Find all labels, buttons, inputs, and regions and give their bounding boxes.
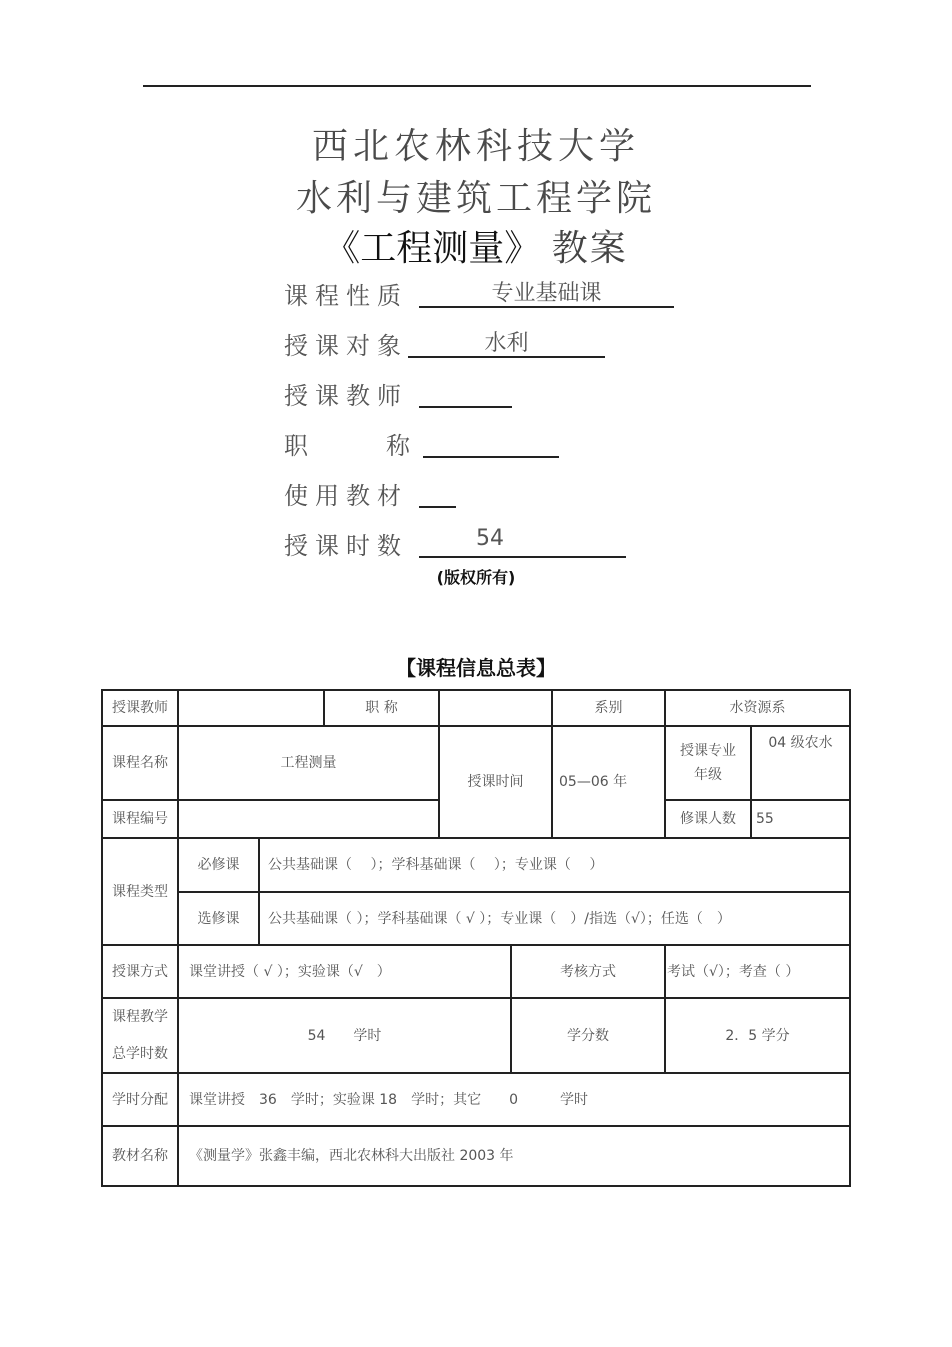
field-textbook-label: 使用教材 bbox=[284, 482, 408, 510]
cell-time-label: 授课时间 bbox=[467, 774, 524, 790]
field-textbook bbox=[284, 476, 684, 512]
cell-major-label-line1: 授课专业 bbox=[680, 743, 736, 759]
cell-total-hours-label-line2: 总学时数 bbox=[112, 1045, 168, 1062]
cell-credits-value: 2．5 学分 bbox=[725, 1027, 790, 1044]
field-audience-value: 水利 bbox=[408, 326, 605, 358]
cell-position-label: 职 称 bbox=[365, 700, 398, 716]
field-nature-value: 专业基础课 bbox=[419, 276, 674, 308]
table-line bbox=[258, 837, 260, 946]
field-title-label: 职 称 bbox=[284, 432, 420, 460]
cell-required-value: 公共基础课（ ）；学科基础课（ ）；专业课（ ） bbox=[268, 857, 604, 873]
copyright-note: (版权所有) bbox=[436, 568, 516, 587]
university-name: 西北农林科技大学 bbox=[311, 126, 640, 167]
cell-course-code-label: 课程编号 bbox=[112, 811, 168, 827]
top-rule bbox=[143, 85, 811, 87]
cell-time-value: 05—06 年 bbox=[559, 774, 628, 790]
cell-dept-value: 水资源系 bbox=[729, 700, 786, 716]
cell-teacher-label: 授课教师 bbox=[112, 700, 168, 716]
field-hours-number: 54 bbox=[476, 526, 504, 551]
document-title bbox=[0, 220, 952, 271]
field-hours-value bbox=[419, 526, 626, 558]
cell-exam-label: 考核方式 bbox=[560, 963, 616, 980]
field-nature bbox=[284, 276, 684, 312]
cell-teacher-value bbox=[179, 691, 323, 725]
course-title: 《工程测量》 bbox=[324, 228, 541, 269]
table-line bbox=[101, 1185, 851, 1187]
cell-hours-dist-value: 课堂讲授 36 学时；实验课 18 学时；其它 0 学时 bbox=[189, 1091, 588, 1108]
cell-students-label: 修课人数 bbox=[680, 811, 736, 827]
cell-credits-label: 学分数 bbox=[567, 1027, 609, 1044]
field-title-value bbox=[423, 426, 559, 458]
cell-total-hours-label-line1: 课程教学 bbox=[112, 1009, 168, 1026]
field-textbook-value bbox=[419, 476, 456, 508]
field-hours-label: 授课时数 bbox=[284, 532, 408, 560]
field-audience-label: 授课对象 bbox=[284, 332, 408, 360]
cell-course-name-value: 工程测量 bbox=[280, 755, 337, 771]
table-title: 【课程信息总表】 bbox=[396, 656, 556, 680]
cell-required-label: 必修课 bbox=[197, 857, 240, 873]
cell-textbook-value: 《测量学》张鑫丰编，西北农林科大出版社 2003 年 bbox=[189, 1148, 514, 1164]
cell-method-label: 授课方式 bbox=[112, 963, 168, 980]
doc-type: 教案 bbox=[551, 228, 628, 269]
field-teacher-label: 授课教师 bbox=[284, 382, 408, 410]
cell-major-value: 04 级农水 bbox=[768, 735, 833, 751]
field-audience bbox=[284, 326, 684, 362]
cell-dept-label: 系别 bbox=[594, 700, 623, 716]
cell-students-value: 55 bbox=[756, 811, 774, 827]
field-teacher-value bbox=[419, 376, 512, 408]
cell-textbook-label: 教材名称 bbox=[112, 1148, 168, 1164]
cell-elective-label: 选修课 bbox=[197, 910, 240, 927]
cell-hours-dist-label: 学时分配 bbox=[112, 1091, 168, 1108]
field-nature-label: 课程性质 bbox=[284, 282, 408, 310]
cell-total-hours-label bbox=[103, 999, 177, 1072]
cell-major-label bbox=[666, 727, 750, 799]
cell-elective-value: 公共基础课（ ）；学科基础课（ √ ）；专业课（ ）/指选（√）；任选（ ） bbox=[268, 910, 731, 927]
cell-exam-value: 考试（√）；考查（ ） bbox=[667, 963, 800, 980]
field-title bbox=[284, 426, 684, 462]
table-line bbox=[849, 689, 851, 1187]
cell-major-label-line2: 年级 bbox=[694, 767, 722, 783]
cell-course-name-label: 课程名称 bbox=[112, 755, 168, 771]
cell-total-hours-value: 54 学时 bbox=[307, 1027, 382, 1044]
cell-position-value bbox=[440, 691, 551, 725]
college-name: 水利与建筑工程学院 bbox=[295, 178, 656, 219]
cell-type-label: 课程类型 bbox=[112, 883, 168, 900]
field-hours bbox=[284, 526, 684, 562]
field-teacher bbox=[284, 376, 684, 412]
cell-course-code-value bbox=[179, 801, 438, 837]
cell-method-value: 课堂讲授（ √ ）；实验课（√ ） bbox=[189, 963, 391, 980]
